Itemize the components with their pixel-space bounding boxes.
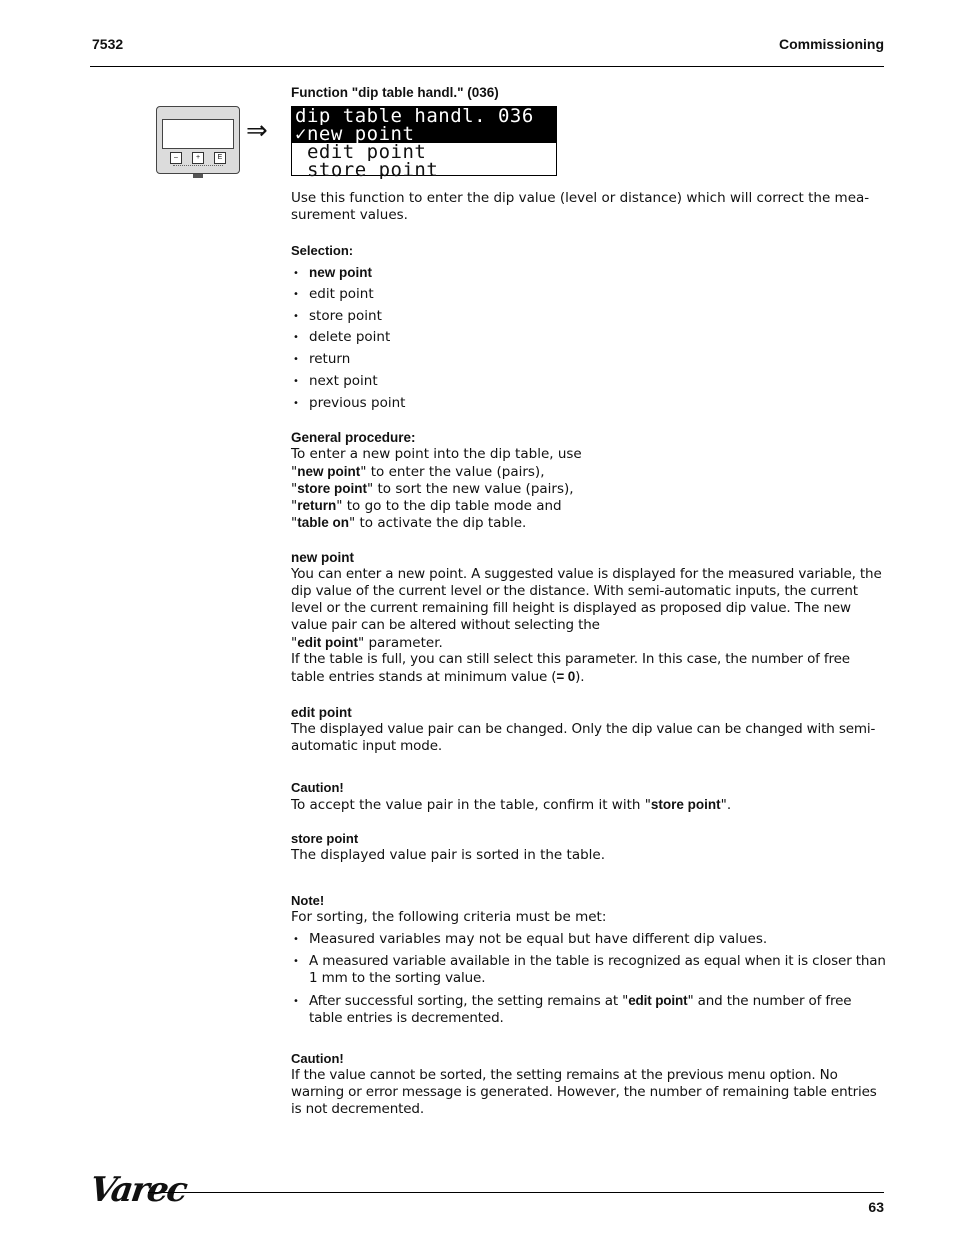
- varec-logo: Varec: [87, 1170, 189, 1210]
- plus-key-icon: +: [192, 152, 204, 164]
- lcd-display: [291, 106, 557, 179]
- store-point-heading: store point: [291, 831, 359, 846]
- device-screen: [162, 119, 234, 149]
- lcd-title: dip table handl. 036: [292, 107, 556, 125]
- list-item: • previous point: [293, 395, 405, 412]
- header-rule: [90, 66, 884, 67]
- store-point-text: The displayed value pair is sorted in the table.: [291, 847, 606, 863]
- general-step: "return" to go to the dip table mode and: [291, 498, 562, 514]
- note-text: For sorting, the following criteria must be met:: [291, 909, 607, 925]
- header-section: Commissioning: [778, 36, 884, 52]
- general-heading: General procedure:: [291, 430, 416, 445]
- enter-key-icon: E: [214, 152, 226, 164]
- general-step: "new point" to enter the value (pairs),: [291, 464, 545, 480]
- lcd-row: edit point: [295, 143, 427, 161]
- list-item: • delete point: [293, 329, 390, 346]
- double-arrow-icon: ⇒: [246, 116, 268, 146]
- header-model: 7532: [92, 36, 124, 52]
- list-item: • next point: [293, 373, 378, 390]
- caution-heading: Caution!: [291, 780, 344, 795]
- list-item: • store point: [293, 308, 382, 325]
- general-line: To enter a new point into the dip table, use: [291, 446, 582, 462]
- list-item: • edit point: [293, 286, 374, 303]
- intro-text: Use this function to enter the dip value (level or distance) which will correct the mea-surement values.: [291, 190, 870, 223]
- list-item: • After successful sorting, the setting remains at "edit point" and the number of free table entries is decremented.: [293, 993, 852, 1026]
- device-dots: [173, 165, 223, 166]
- device-illustration: [156, 106, 240, 174]
- new-point-full: If the table is full, you can still select this parameter. In this case, the number of free table entries stands at minimum value (= 0).: [291, 651, 850, 685]
- new-point-param: "edit point" parameter.: [291, 635, 443, 651]
- function-title: Function "dip table handl." (036): [291, 85, 499, 100]
- lcd-row-selected: ✓new point: [292, 125, 556, 143]
- page-number: 63: [868, 1199, 884, 1215]
- minus-key-icon: –: [170, 152, 182, 164]
- caution-heading: Caution!: [291, 1051, 344, 1066]
- device-tab: [193, 174, 203, 178]
- list-item: • A measured variable available in the table is recognized as equal when it is closer than 1 mm to the sorting value.: [293, 953, 886, 986]
- lcd-row: store point: [295, 161, 439, 179]
- general-step: "table on" to activate the dip table.: [291, 515, 527, 531]
- caution-text: To accept the value pair in the table, confirm it with "store point".: [291, 797, 732, 813]
- footer-rule: [148, 1192, 884, 1193]
- selection-heading: Selection:: [291, 243, 354, 258]
- new-point-text: You can enter a new point. A suggested value is displayed for the measured variable, the dip value of the current level or the distance. With semi-automatic inputs, the current level or the current remaining fill height is displayed as proposed dip value. The new value pair can be altered without selecting the: [291, 566, 882, 633]
- list-item: • new point: [293, 264, 372, 282]
- edit-point-text: The displayed value pair can be changed. Only the dip value can be changed with semi-automatic input mode.: [291, 721, 876, 754]
- general-step: "store point" to sort the new value (pairs),: [291, 481, 574, 497]
- list-item: • return: [293, 351, 350, 368]
- caution-text: If the value cannot be sorted, the setting remains at the previous menu option. No warning or error message is generated. However, the number of remaining table entries is not decremented.: [291, 1067, 877, 1117]
- note-heading: Note!: [291, 893, 325, 908]
- edit-point-heading: edit point: [291, 705, 352, 720]
- list-item: • Measured variables may not be equal but have different dip values.: [293, 931, 768, 947]
- new-point-heading: new point: [291, 550, 354, 565]
